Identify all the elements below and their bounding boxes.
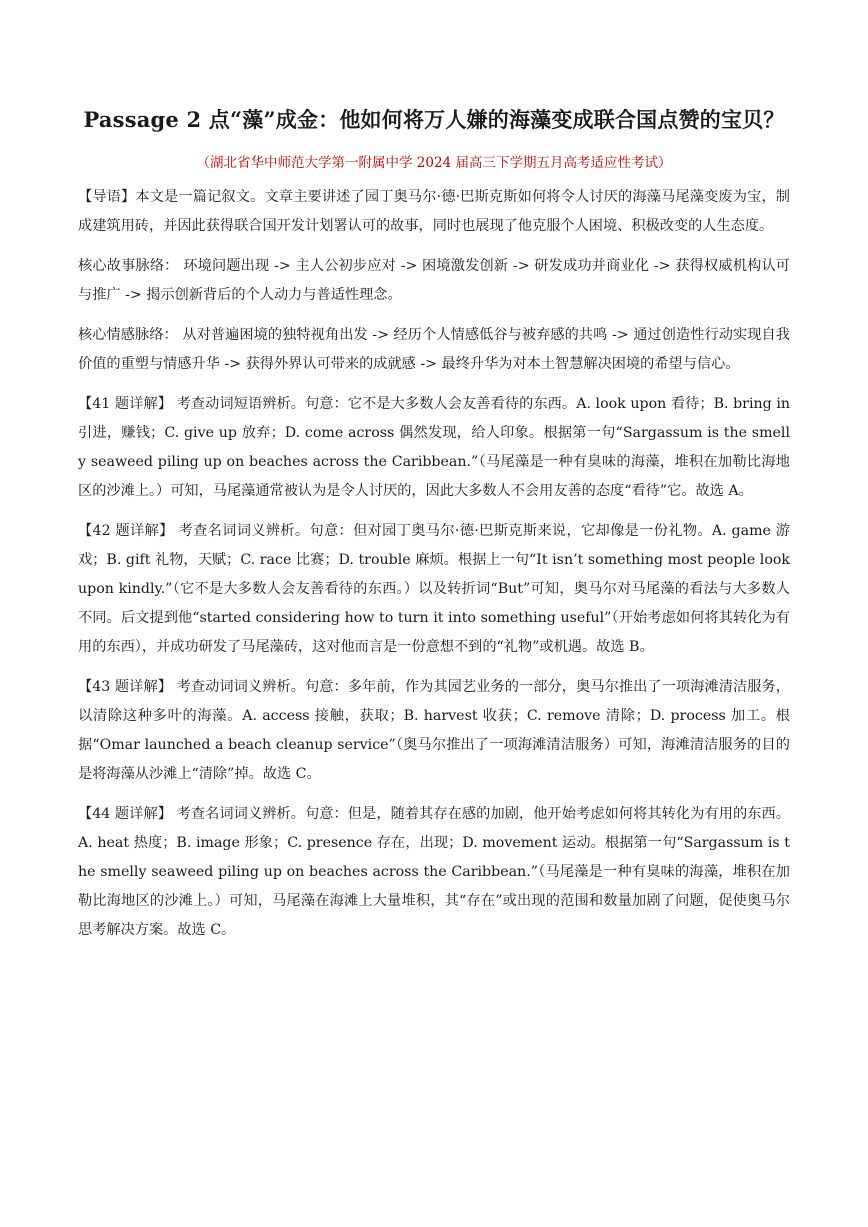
q44-label: 【44 题详解】 xyxy=(78,806,172,822)
story-outline-paragraph xyxy=(78,252,790,310)
intro-label: 【导语】 xyxy=(78,189,136,205)
q42-paragraph xyxy=(78,517,790,662)
intro-paragraph xyxy=(78,183,790,241)
q43-text: 考查动词词义辨析。句意：多年前，作为其园艺业务的一部分，奥马尔推出了一项海滩清洁服务，以清除这种多叶的海藻。A. access 接触，获取；B. harvest 收获；C. remove 清除；D. process 加工。根据“Omar launched a beach cleanup service”（奥马尔推出了一项海滩清洁服务）可知，海滩清洁服务的目的是将海藻从沙滩上“清除”掉。故选 C。 xyxy=(78,679,790,782)
q41-paragraph xyxy=(78,390,790,506)
emotion-outline-paragraph xyxy=(78,321,790,379)
exam-source-subtitle: （湖北省华中师范大学第一附属中学 2024 届高三下学期五月高考适应性考试） xyxy=(196,155,672,171)
q43-paragraph xyxy=(78,673,790,789)
q41-label: 【41 题详解】 xyxy=(78,396,173,412)
q43-label: 【43 题详解】 xyxy=(78,679,172,695)
q42-label: 【42 题详解】 xyxy=(78,523,174,539)
q42-text: 考查名词词义辨析。句意：但对园丁奥马尔·德·巴斯克斯来说，它却像是一份礼物。A. game 游戏；B. gift 礼物，天赋；C. race 比赛；D. trouble 麻烦。根据上一句“It isn’t something most people look upon kindly.”（它不是大多数人会友善看待的东西。）以及转折词“But”可知，奥马尔对马尾藻的看法与大多数人不同。后文提到他“started considering how to turn it into something useful”（开始考虑如何将其转化为有用的东西），并成功研发了马尾藻砖，这对他而言是一份意想不到的“礼物”或机遇。故选 B。 xyxy=(78,523,790,655)
story-outline-text: 核心故事脉络： 环境问题出现 -> 主人公初步应对 -> 困境激发创新 -> 研发成功并商业化 -> 获得权威机构认可与推广 -> 揭示创新背后的个人动力与普适性理念。 xyxy=(78,258,790,303)
intro-text: 本文是一篇记叙文。文章主要讲述了园丁奥马尔·德·巴斯克斯如何将令人讨厌的海藻马尾藻变废为宝，制成建筑用砖，并因此获得联合国开发计划署认可的故事，同时也展现了他克服个人困境、积极改变的人生态度。 xyxy=(78,189,790,234)
page-title: Passage 2 点“藻”成金：他如何将万人嫌的海藻变成联合国点赞的宝贝？ xyxy=(83,107,785,132)
q41-text: 考查动词短语辨析。句意：它不是大多数人会友善看待的东西。A. look upon 看待；B. bring in 引进，赚钱；C. give up 放弃；D. come across 偶然发现，给人印象。根据第一句“Sargassum is the smelly seaweed piling up on beaches across the Caribbean.”（马尾藻是一种有臭味的海藻，堆积在加勒比海地区的沙滩上。）可知，马尾藻通常被认为是令人讨厌的，因此大多数人不会用友善的态度“看待”它。故选 A。 xyxy=(78,396,790,499)
emotion-outline-text: 核心情感脉络： 从对普遍困境的独特视角出发 -> 经历个人情感低谷与被弃感的共鸣 -> 通过创造性行动实现自我价值的重塑与情感升华 -> 获得外界认可带来的成就感 -> 最终升华为对本土智慧解决困境的希望与信心。 xyxy=(78,327,790,372)
q44-text: 考查名词词义辨析。句意：但是，随着其存在感的加剧，他开始考虑如何将其转化为有用的东西。A. heat 热度；B. image 形象；C. presence 存在，出现；D. movement 运动。根据第一句“Sargassum is the smelly seaweed piling up on beaches across the Caribbean.”（马尾藻是一种有臭味的海藻，堆积在加勒比海地区的沙滩上。）可知，马尾藻在海滩上大量堆积，其“存在”或出现的范围和数量加剧了问题，促使奥马尔思考解决方案。故选 C。 xyxy=(78,806,790,938)
q44-paragraph xyxy=(78,800,790,945)
document-page xyxy=(78,104,790,945)
